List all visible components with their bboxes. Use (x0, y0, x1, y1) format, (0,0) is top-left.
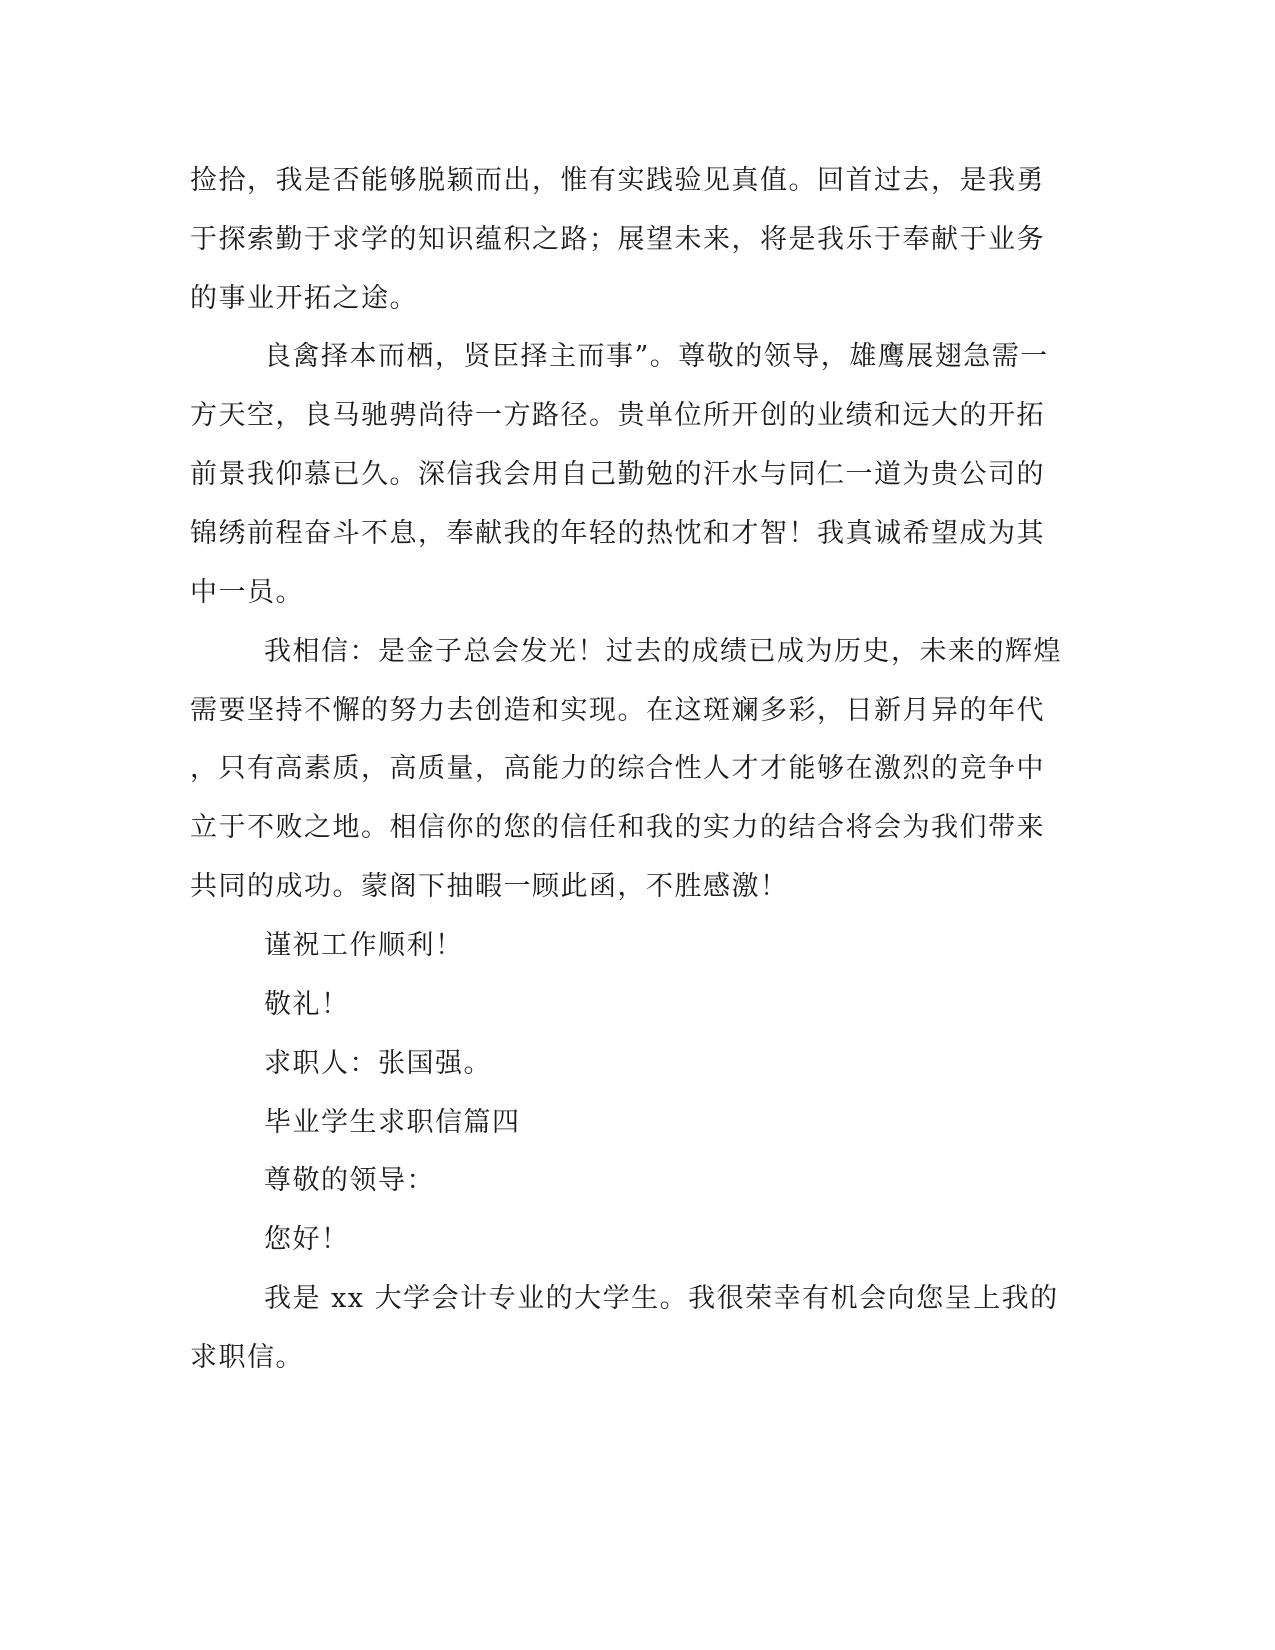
paragraph-line: 捡拾，我是否能够脱颖而出，惟有实践验见真值。回首过去，是我勇 (190, 165, 1045, 196)
paragraph-line: 需要坚持不懈的努力去创造和实现。在这斑斓多彩，日新月异的年代 (190, 695, 1045, 726)
salutation-closing: 敬礼！ (264, 989, 350, 1020)
paragraph-line: 我是 xx 大学会计专业的大学生。我很荣幸有机会向您呈上我的 (264, 1283, 1059, 1314)
paragraph-line: 求职信。 (190, 1342, 304, 1373)
paragraph-line: 的事业开拓之途。 (190, 283, 418, 314)
paragraph-line: 良禽择本而栖，贤臣择主而事”。尊敬的领导，雄鹰展翅急需一 (264, 341, 1049, 372)
greeting-line: 尊敬的领导： (264, 1165, 435, 1196)
paragraph-line: 立于不败之地。相信你的您的信任和我的实力的结合将会为我们带来 (190, 812, 1045, 843)
paragraph-line: 锦绣前程奋斗不息，奉献我的年轻的热忱和才智！我真诚希望成为其 (190, 518, 1045, 549)
paragraph-line: 于探索勤于求学的知识蕴积之路；展望未来，将是我乐于奉献于业务 (190, 224, 1045, 255)
paragraph-line: ，只有高素质，高质量，高能力的综合性人才才能够在激烈的竞争中 (190, 753, 1045, 784)
paragraph-line: 我相信：是金子总会发光！过去的成绩已成为历史，未来的辉煌 (264, 636, 1062, 667)
paragraph-line: 前景我仰慕已久。深信我会用自己勤勉的汗水与同仁一道为贵公司的 (190, 459, 1045, 490)
greeting-line: 您好！ (264, 1224, 350, 1255)
section-title: 毕业学生求职信篇四 (264, 1107, 521, 1138)
paragraph-line: 方天空，良马驰骋尚待一方路径。贵单位所开创的业绩和远大的开拓 (190, 400, 1045, 431)
closing-wishes: 谨祝工作顺利！ (264, 930, 464, 961)
signature-line: 求职人：张国强。 (264, 1048, 492, 1079)
paragraph-line: 共同的成功。蒙阁下抽暇一顾此函，不胜感激！ (190, 871, 789, 902)
paragraph-line: 中一员。 (190, 577, 304, 608)
